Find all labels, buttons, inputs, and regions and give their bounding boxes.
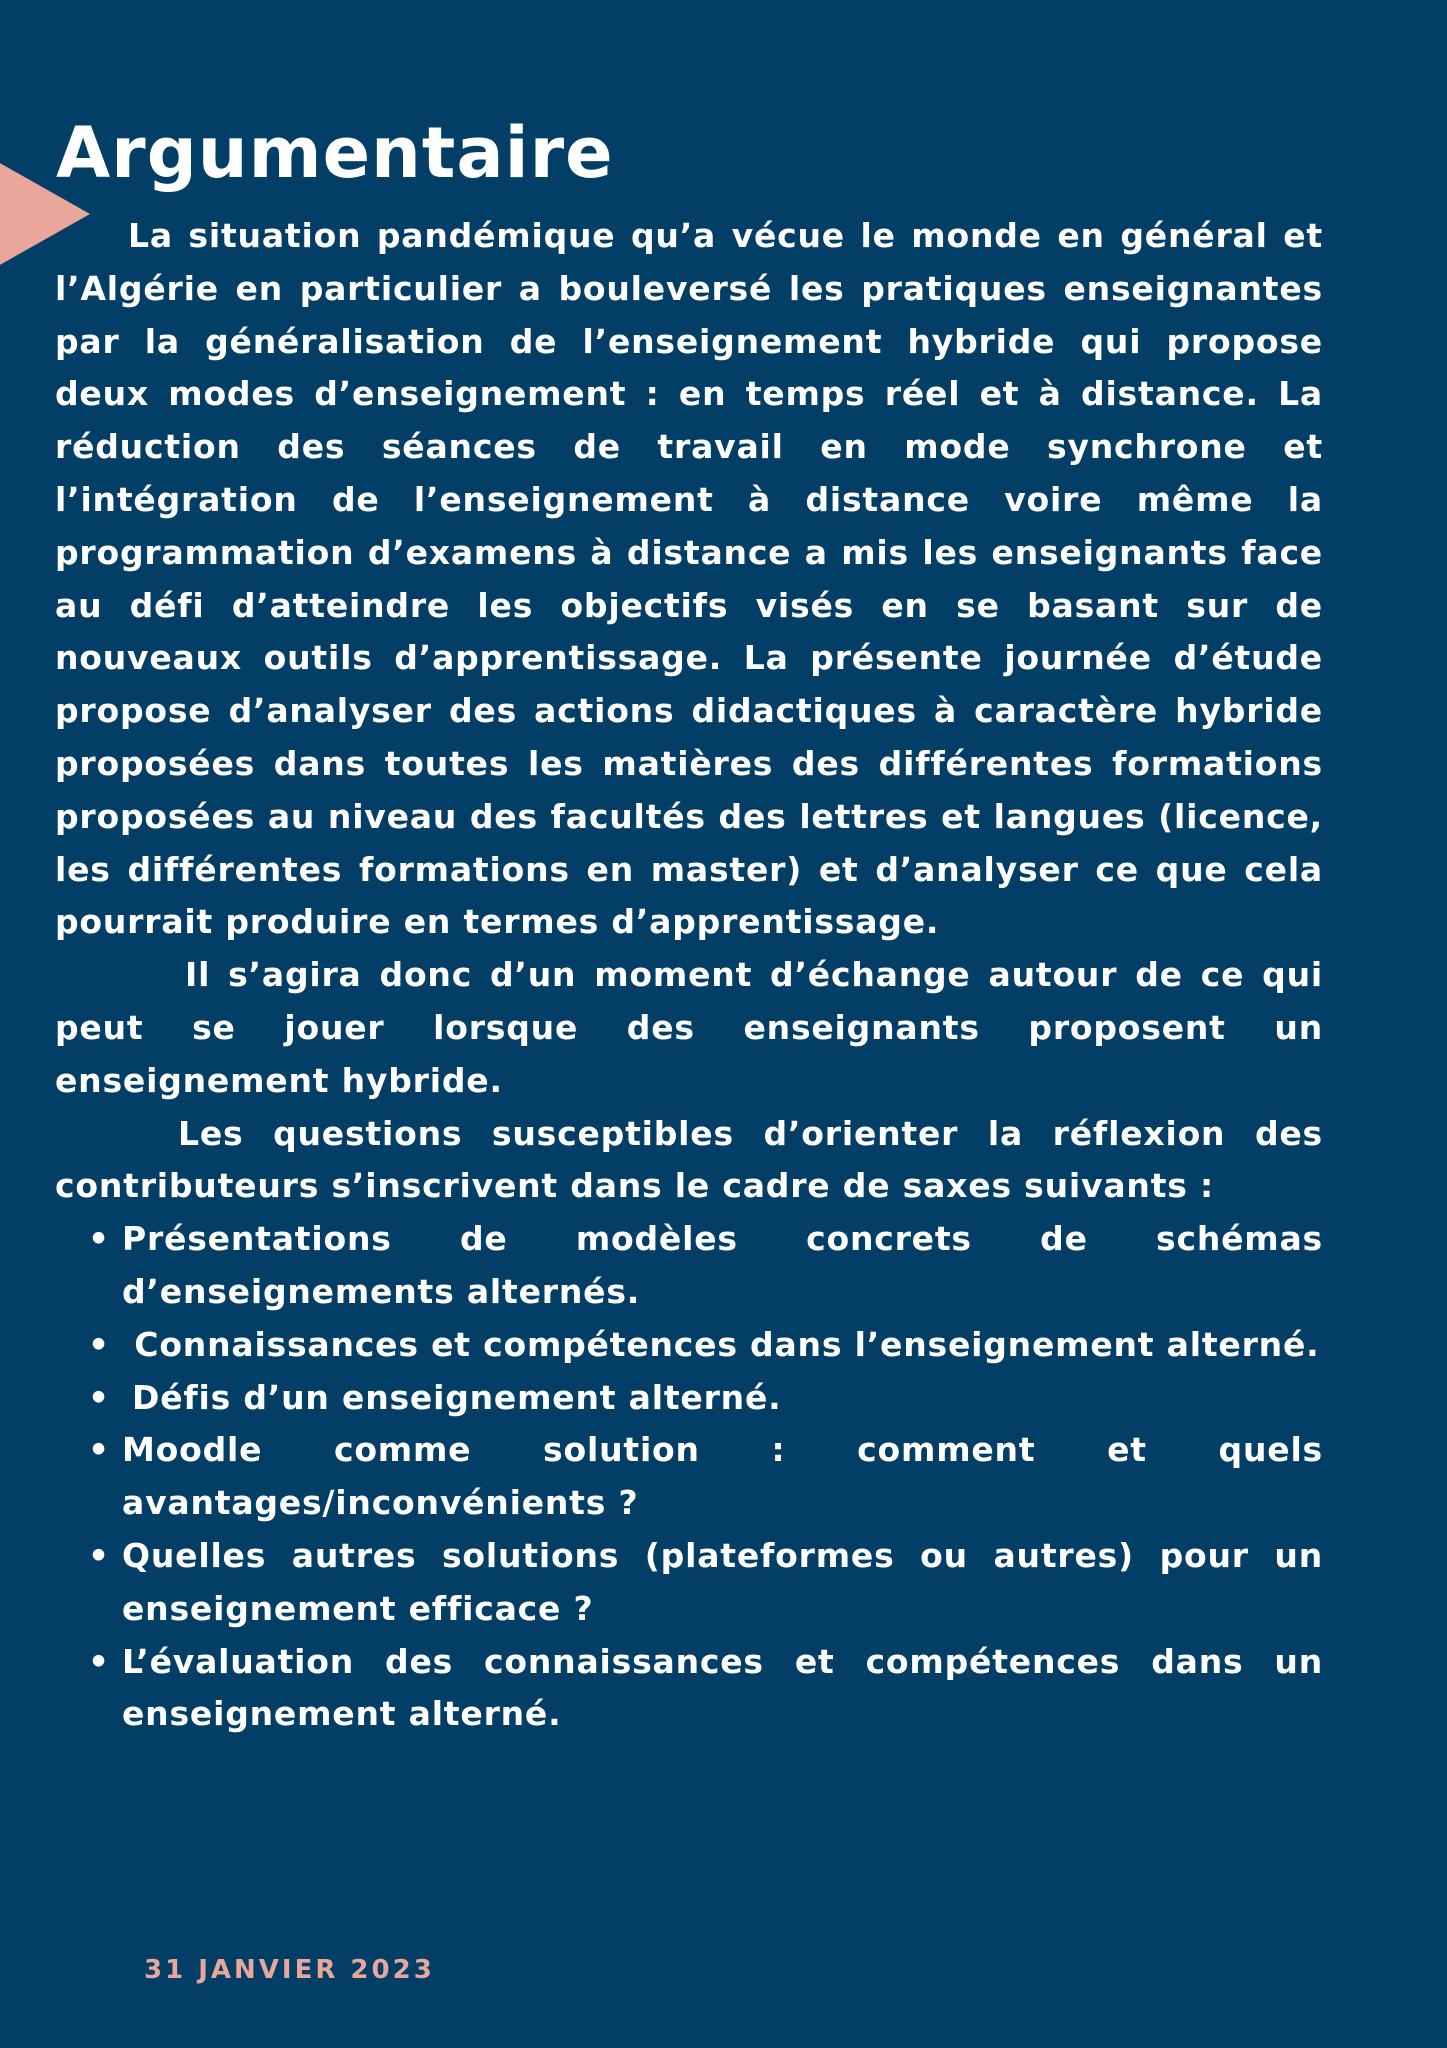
bullet-icon: •	[88, 1324, 110, 1364]
bullet-icon: •	[88, 1219, 110, 1259]
page-title: Argumentaire	[56, 112, 614, 194]
list-item-text: Quelles autres solutions (plateformes ou autres) pour un enseignement efficace ?	[122, 1535, 1323, 1628]
exchange-paragraph: Il s’agira donc d’un moment d’échange autour de ce qui peut se jouer lorsque des enseignants proposent un enseignement hybride.	[55, 955, 1323, 1100]
bullet-icon: •	[88, 1377, 110, 1417]
list-item	[55, 1530, 1323, 1636]
list-item	[55, 1372, 1323, 1425]
footer-date: 31 JANVIER 2023	[144, 1955, 435, 1985]
list-item-text: L’évaluation des connaissances et compétences dans un enseignement alterné.	[122, 1641, 1323, 1734]
list-item-text: Moodle comme solution : comment et quels avantages/inconvénients ?	[122, 1430, 1323, 1523]
bullet-icon: •	[88, 1535, 110, 1575]
list-item-text: Connaissances et compétences dans l’enseignement alterné.	[122, 1324, 1320, 1364]
axes-list	[55, 1213, 1323, 1741]
list-item	[55, 1636, 1323, 1742]
list-item	[55, 1213, 1323, 1319]
document-body	[55, 210, 1323, 1741]
list-item-text: Défis d’un enseignement alterné.	[132, 1377, 782, 1417]
intro-paragraph: La situation pandémique qu’a vécue le monde en général et l’Algérie en particulier a bouleversé les pratiques enseignantes par la généralisation de l’enseignement hybride qui propose deux modes d’enseignement : en temps réel et à distance. La réduction des séances de travail en mode synchrone et l’intégration de l’enseignement à distance voire même la programmation d’examens à distance a mis les enseignants face au défi d’atteindre les objectifs visés en se basant sur de nouveaux outils d’apprentissage. La présente journée d’étude propose d’analyser des actions didactiques à caractère hybride proposées dans toutes les matières des différentes formations proposées au niveau des facultés des lettres et langues (licence, les différentes formations en master) et d’analyser ce que cela pourrait produire en termes d’apprentissage.	[55, 216, 1323, 942]
list-item	[55, 1319, 1323, 1372]
list-item-text: Présentations de modèles concrets de schémas d’enseignements alternés.	[122, 1219, 1323, 1311]
bullet-icon: •	[88, 1430, 110, 1470]
list-item	[55, 1424, 1323, 1530]
questions-paragraph: Les questions susceptibles d’orienter la réflexion des contributeurs s’inscrivent dans le cadre de saxes suivants :	[55, 1113, 1323, 1206]
bullet-icon: •	[88, 1641, 110, 1681]
